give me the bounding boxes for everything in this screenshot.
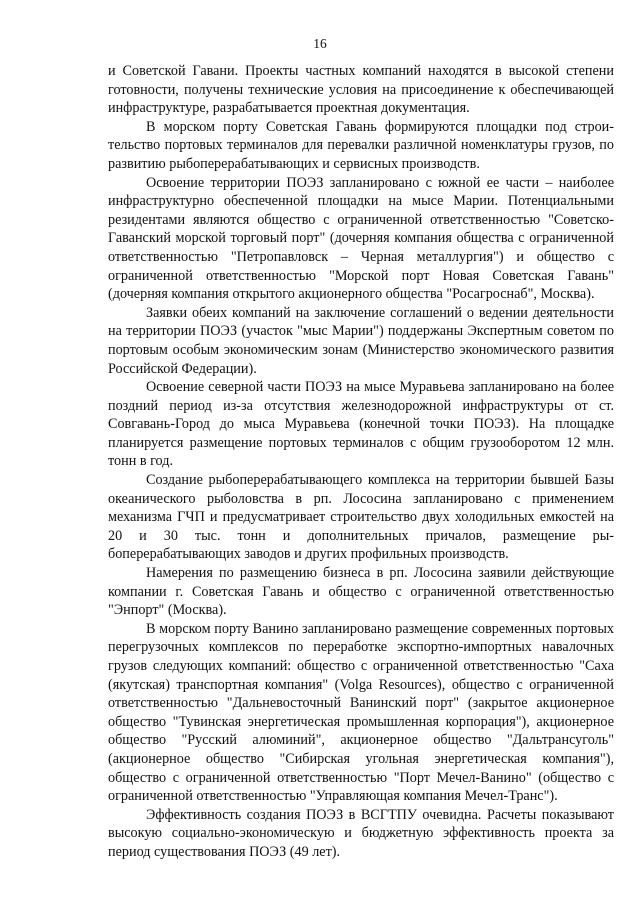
paragraph-6: Создание рыбоперерабатывающего комплекса на территории бывшей Базы океанического рыболовства в рп. Лососина запланировано с применением механизма ГЧП и предусматривает строительство двух холодильных емкостей на 20 и 30 тыс. тонн и дополнительных причалов, размещение рыбоперерабатывающих заводов и других профильных производств.: [108, 472, 614, 563]
paragraph-8: В морском порту Ванино запланировано размещение современных портовых перегрузочных комплексов по переработке экспортно-импортных навалочных грузов следующих компаний: общество с ограниченной ответственностью "Саха (якутская) транспортная компания" (Volga Resources), общество с ограниченной ответственностью "Дальневосточный Ванинский порт" (закрытое акционерное общество "Тувинская энергетическая промышленная корпорация"), акционерное общество "Русский алюминий", акционерное общество "Дальтрансуголь" (акционерное общество "Сибирская угольная энергетическая компания"), общество с ограниченной ответственностью "Порт Мечел-Ванино" (общество с ограниченной ответственностью "Управляющая компания Мечел-Транс").: [108, 620, 614, 805]
paragraph-7: Намерения по размещению бизнеса в рп. Лососина заявили действующие компании г. Советская Гавань и общество с ограниченной ответственностью "Энпорт" (Москва).: [108, 565, 614, 619]
paragraph-5: Освоение северной части ПОЭЗ на мысе Муравьева запланировано на более поздний период из-за отсутствия железнодорожной инфраструктуры от ст. Совгавань-Город до мыса Муравьева (конечной точки ПОЭЗ). На площадке планируется размещение портовых терминалов с общим грузооборотом 12 млн. тонн в год.: [108, 379, 614, 470]
body-text: [108, 62, 614, 862]
paragraph-1: и Советской Гавани. Проекты частных компаний находятся в высокой степени готовности, получены технические условия на присоединение к обеспечивающей инфраструктуре, разрабатывается проектная документация.: [108, 63, 614, 117]
paragraph-4: Заявки обеих компаний на заключение соглашений о ведении деятельности на территории ПОЭЗ (участок "мыс Марии") поддержаны Экспертным советом по портовым особым экономическим зонам (Министерство экономического развития Российской Федерации).: [108, 304, 614, 377]
page-number: 16: [313, 36, 327, 51]
paragraph-2: В морском порту Советская Гавань формируются площадки под строительство портовых терминалов для перевалки различной номенклатуры грузов, по развитию рыбоперерабатывающих и сервисных производств.: [108, 118, 614, 172]
paragraph-9: Эффективность создания ПОЭЗ в ВСГТПУ очевидна. Расчеты показывают высокую социально-экономическую и бюджетную эффективность проекта за период существования ПОЭЗ (49 лет).: [108, 806, 614, 860]
paragraph-3: Освоение территории ПОЭЗ запланировано с южной ее части – наиболее инфраструктурно обеспеченной площадки на мысе Марии. Потенциальными резидентами являются общество с ограниченной ответственностью "Советско-Гаванский морской торговый порт" (дочерняя компания общества с ограниченной ответственностью "Петропавловск – Черная металлургия") и общество с ограниченной ответственностью "Морской порт Новая Советская Гавань" (дочерняя компания открытого акционерного общества "Росагроснаб", Москва).: [108, 174, 614, 303]
